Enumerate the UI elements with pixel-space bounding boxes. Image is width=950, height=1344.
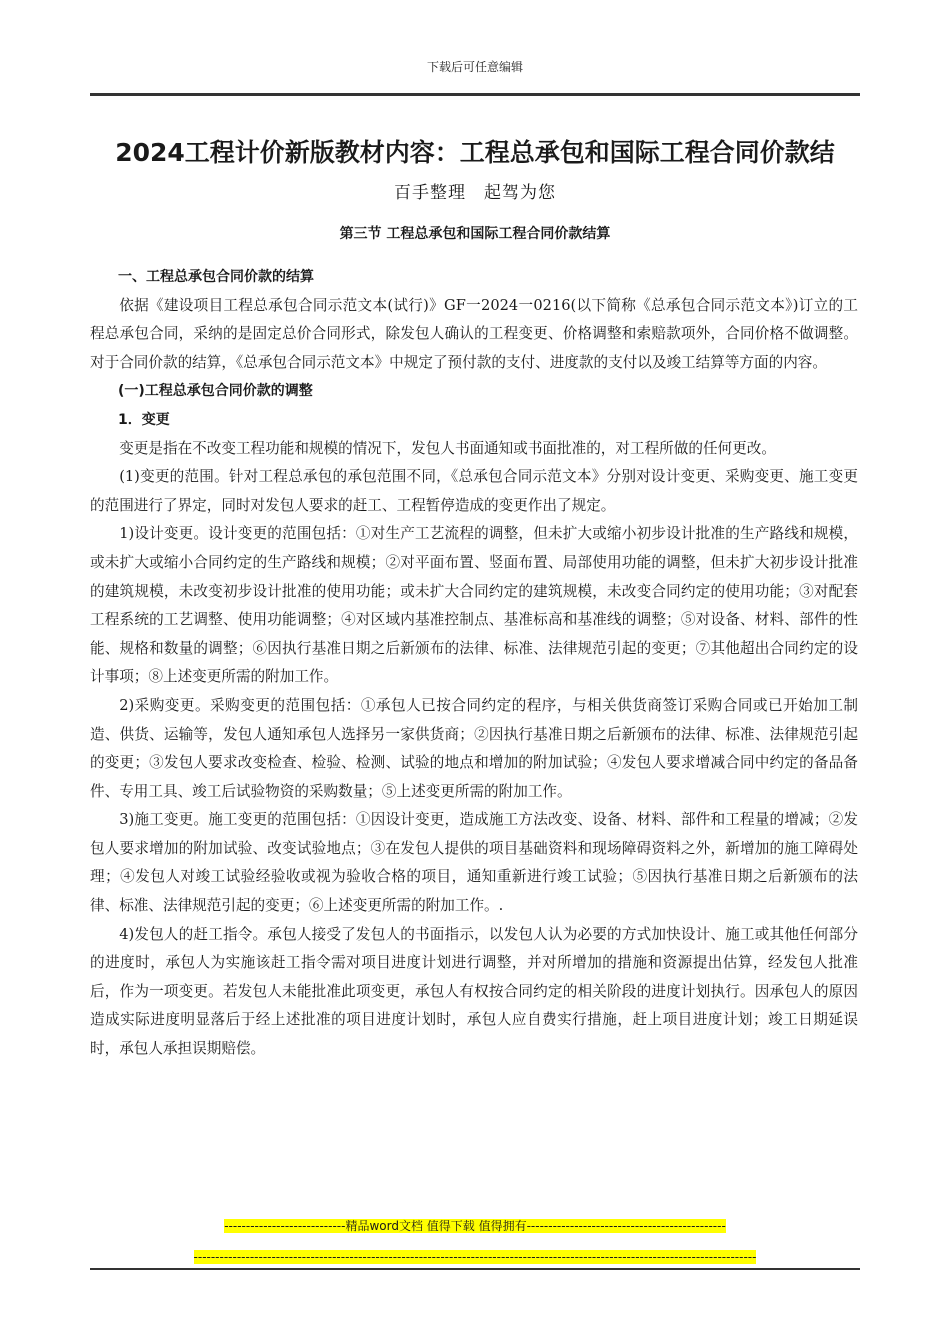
body-paragraph: 依据《建设项目工程总承包合同示范文本(试行)》GF一2024一0216(以下简称《总承包合同示范文本》)订立的工程总承包合同，采纳的是固定总价合同形式，除发包人确认的工程变更、价格调整和索赔款项外，合同价格不做调整。对于合同价款的结算，《总承包合同示范文本》中规定了预付款的支付、进度款的支付以及竣工结算等方面的内容。 <box>90 296 858 371</box>
body-paragraph: 3)施工变更。施工变更的范围包括：①因设计变更，造成施工方法改变、设备、材料、部件和工程量的增减；②发包人要求增加的附加试验、改变试验地点；③在发包人提供的项目基础资料和现场障碍资料之外，新增加的施工障碍处理；④发包人对竣工试验经验收或视为验收合格的项目，通知重新进行竣工试验；⑤因执行基准日期之后新颁布的法律、标准、法律规范引起的变更；⑥上述变更所需的附加工作。. <box>90 811 858 915</box>
section-heading: 一、工程总承包合同价款的结算 <box>118 269 314 285</box>
section-title: 第三节 工程总承包和国际工程合同价款结算 <box>339 226 611 242</box>
body-paragraph: (1)变更的范围。针对工程总承包的承包范围不同，《总承包合同示范文本》分别对设计变更、采购变更、施工变更的范围进行了界定，同时对发包人要求的赶工、工程暂停造成的变更作出了规定。 <box>90 468 858 514</box>
top-divider <box>90 93 860 96</box>
body-paragraph: 变更是指在不改变工程功能和规模的情况下，发包人书面通知或书面批准的，对工程所做的任何更改。 <box>119 439 776 457</box>
bottom-divider <box>90 1268 860 1270</box>
footer-dash-text: ---------------------------------------------------------------------------------------------------------------------------------- <box>193 1250 757 1264</box>
section-heading: 1．变更 <box>118 411 170 428</box>
body-paragraph: 4)发包人的赶工指令。承包人接受了发包人的书面指示，以发包人认为必要的方式加快设计、施工或其他任何部分的进度时，承包人为实施该赶工指令需对项目进度计划进行调整，并对所增加的措施和资源提出估算，经发包人批准后，作为一项变更。若发包人未能批准此项变更，承包人有权按合同约定的相关阶段的进度计划执行。因承包人的原因造成实际进度明显落后于经上述批准的项目进度计划时，承包人应自费实行措施，赶上项目进度计划；竣工日期延误时，承包人承担误期赔偿。 <box>90 925 858 1058</box>
header-note: 下载后可任意编辑 <box>426 60 523 74</box>
body-paragraph: 1)设计变更。设计变更的范围包括：①对生产工艺流程的调整，但未扩大或缩小初步设计批准的生产路线和规模，或未扩大或缩小合同约定的生产路线和规模；②对平面布置、竖面布置、局部使用功能的调整，但未扩大初步设计批准的建筑规模，未改变初步设计批准的使用功能；或未扩大合同约定的建筑规模，未改变合同约定的使用功能；③对配套工程系统的工艺调整、使用功能调整；④对区域内基准控制点、基准标高和基准线的调整；⑤对设备、材料、部件的性能、规格和数量的调整；⑥因执行基准日期之后新颁布的法律、标准、法律规范引起的变更；⑦其他超出合同约定的设计事项；⑧上述变更所需的附加工作。 <box>90 525 858 686</box>
document-title: 2024工程计价新版教材内容：工程总承包和国际工程合同价款结 <box>115 138 835 167</box>
document-body <box>90 263 858 1064</box>
section-heading: (一)工程总承包合同价款的调整 <box>118 383 313 400</box>
footer-promo-line <box>0 1217 950 1234</box>
body-paragraph: 2)采购变更。采购变更的范围包括：①承包人已按合同约定的程序，与相关供货商签订采购合同或已开始加工制造、供货、运输等，发包人通知承包人选择另一家供货商；②因执行基准日期之后新颁布的法律、标准、法律规范引起的变更；③发包人要求改变检查、检验、检测、试验的地点和增加的附加试验；④发包人要求增减合同中约定的备品备件、专用工具、竣工后试验物资的采购数量；⑤上述变更所需的附加工作。 <box>90 696 858 800</box>
footer-dash-line <box>0 1250 950 1264</box>
document-subtitle: 百手整理 起驾为您 <box>394 183 556 203</box>
footer-promo-text: ----------------------------精品word文档 值得下载 值得拥有---------------------------------------------- <box>224 1219 726 1233</box>
